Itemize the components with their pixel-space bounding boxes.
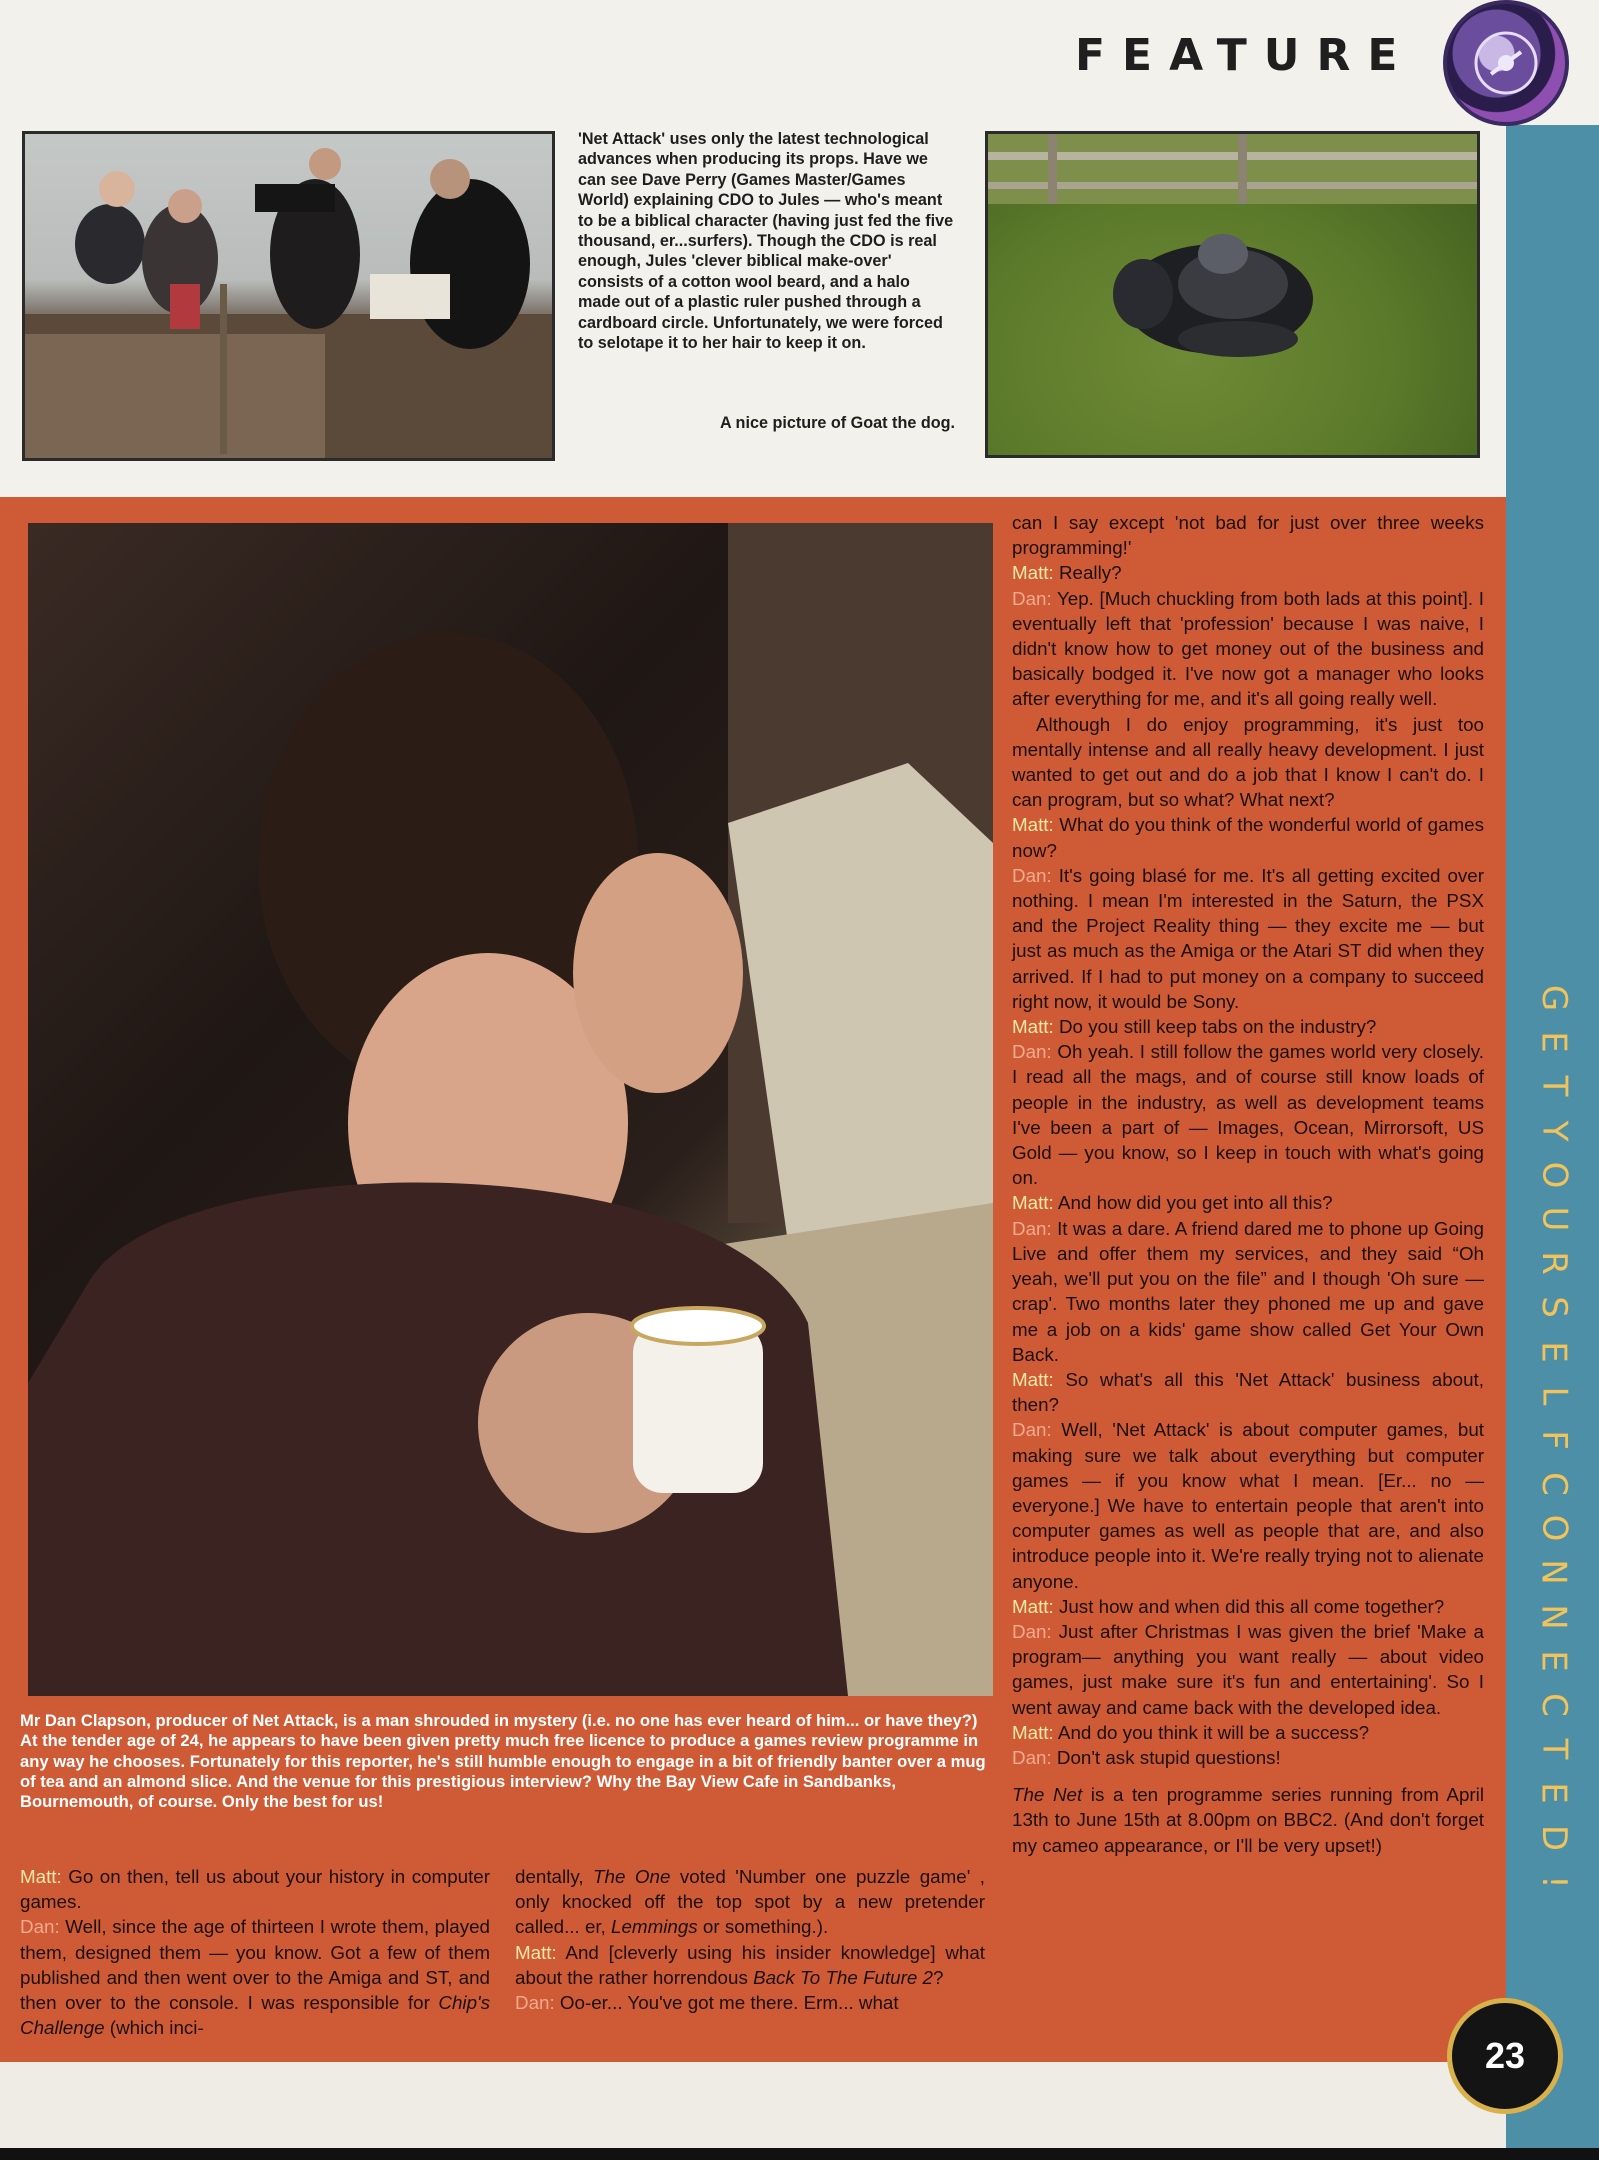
banner-letter: O [1533, 1514, 1574, 1542]
answer-text: Oo-er... You've got me there. Erm... what [554, 1992, 899, 2014]
get-yourself-connected-banner [1509, 980, 1599, 1900]
answer-text: Yep. [Much chuckling from both lads at this point]. I eventually left that 'profession' because I was naive, I didn't know how to get money out of the business and basically bodged it. I've now got a manager who looks after everything for me, and it's all going really well. [1012, 587, 1484, 710]
question-text: Really? [1053, 562, 1122, 584]
answer-text-cont: (which inci- [104, 2017, 204, 2039]
speaker-dan: Dan: [1012, 1419, 1052, 1441]
page-number: 23 [1447, 1998, 1563, 2114]
speaker-dan: Dan: [1012, 1620, 1052, 1642]
answer-text-end: or something.). [697, 1916, 829, 1938]
feature-heading: FEATURE [1075, 30, 1415, 81]
answer-text: Well, 'Net Attack' is about computer games, but making sure we talk about everything but computer games — if you know what I mean. [Er... no — everyone.] We have to entertain people that aren't into computer games as well as people that are, and also introduce people into it. We're really trying not to alienate anyone. [1012, 1419, 1484, 1592]
speaker-dan: Dan: [1012, 587, 1052, 609]
speaker-dan: Dan: [1012, 1041, 1052, 1063]
answer-text: Well, since the age of thirteen I wrote them, played them, designed them — you know. Got a few of them published and then went over to the Amiga and ST, and then over to the console. I was responsible for [20, 1916, 490, 2014]
answer-text: Although I do enjoy programming, it's just too mentally intense and all really heavy development. I just wanted to get out and do a job that I know I can't do. I can program, but so what? What next? [1012, 713, 1484, 811]
speaker-dan: Dan: [1012, 1217, 1052, 1239]
speaker-dan: Dan: [1012, 864, 1052, 886]
speaker-matt: Matt: [515, 1941, 557, 1963]
magazine-title: The One [593, 1866, 671, 1887]
crew-filming-photo [22, 131, 555, 461]
feature-logo-icon [1443, 0, 1569, 126]
banner-letter: U [1533, 1206, 1574, 1232]
speaker-matt: Matt: [1012, 1595, 1054, 1617]
banner-letter: ! [1533, 1874, 1574, 1889]
answer-text: dentally, [515, 1866, 594, 1887]
interview-column-left [20, 1864, 490, 2040]
answer-text: Oh yeah. I still follow the games world very closely. I read all the mags, and of course still know loads of people in the industry, as well as development teams I've been a part of — Images, Ocean, Mirrorsoft, US Gold — you know, so I keep in touch with what's going on. [1012, 1041, 1484, 1189]
question-text: Go on then, tell us about your history in computer games. [20, 1866, 490, 1913]
answer-text-cont: voted 'Number one puzzle game' , only knocked off the top spot by a new pretender called... er, [515, 1866, 985, 1938]
main-photo-caption: Mr Dan Clapson, producer of Net Attack, is a man shrouded in mystery (i.e. no one has ever heard of him... or have they?) At the tender age of 24, he appears to have been given pretty much free licence to produce a games review programme in any way he chooses. Fortunately for this reporter, he's still humble enough to engage in a bit of friendly banter over a mug of tea and an almond slice. And the venue for this prestigious interview? Why the Bay View Cafe in Sandbanks, Bournemouth, of course. Only the best for us! [20, 1711, 986, 1812]
question-text: Just how and when did this all come together? [1053, 1595, 1445, 1617]
banner-letter: N [1534, 1603, 1574, 1630]
game-title: Chip's Challenge [20, 1992, 490, 2039]
question-text: And [cleverly using his insider knowledge] what about the rather horrendous [515, 1941, 985, 1988]
banner-letter: N [1534, 1559, 1574, 1586]
question-text: Do you still keep tabs on the industry? [1053, 1016, 1377, 1038]
banner-letter: S [1534, 1296, 1574, 1319]
banner-letter: E [1533, 1782, 1574, 1805]
speaker-dan: Dan: [515, 1992, 555, 2014]
show-title: The Net [1012, 1784, 1083, 1806]
banner-letter: O [1533, 1161, 1574, 1189]
interview-column-middle [515, 1864, 985, 2015]
banner-letter: E [1533, 1340, 1574, 1363]
speaker-dan: Dan: [1012, 1746, 1052, 1768]
answer-text: It was a dare. A friend dared me to phone up Going Live and offer them my services, and they said “Oh yeah, we'll put you on the file” and I though 'Oh sure — crap'. Two months later they phoned me up and gave me a job on a kids' game show called Get Your Own Back. [1012, 1217, 1484, 1365]
dan-clapson-portrait-photo [28, 523, 993, 1696]
speaker-matt: Matt: [1012, 814, 1054, 836]
speaker-matt: Matt: [1012, 1016, 1054, 1038]
speaker-matt: Matt: [1012, 562, 1054, 584]
banner-letter: T [1534, 1738, 1574, 1760]
banner-letter: Y [1534, 1120, 1574, 1141]
banner-letter: E [1533, 1031, 1574, 1053]
banner-letter: C [1534, 1472, 1574, 1496]
speaker-matt: Matt: [1012, 1721, 1054, 1743]
question-text: What do you think of the wonderful world of games now? [1012, 814, 1484, 861]
speaker-matt: Matt: [20, 1866, 62, 1887]
answer-text: It's going blasé for me. It's all getting excited over nothing. I mean I'm interested in the Saturn, the PSX and the Project Reality thing — they excite me — but just as much as the Amiga or the Atari ST did when they arrived. If I had to put money on a company to succeed right now, it would be Sony. [1012, 864, 1484, 1012]
banner-letter: T [1534, 1075, 1574, 1097]
banner-letter: R [1534, 1251, 1574, 1275]
answer-text: can I say except 'not bad for just over three weeks programming!' [1012, 512, 1484, 559]
question-text: So what's all this 'Net Attack' business about, then? [1012, 1368, 1484, 1416]
game-title: Back To The Future 2 [753, 1966, 933, 1988]
game-title: Lemmings [611, 1916, 698, 1938]
page-edge-bar [0, 2148, 1599, 2160]
speaker-matt: Matt: [1012, 1368, 1054, 1390]
speaker-dan: Dan: [20, 1916, 60, 1938]
dog-photo-caption: A nice picture of Goat the dog. [719, 414, 955, 432]
banner-letter: G [1533, 984, 1574, 1012]
answer-text: Don't ask stupid questions! [1051, 1746, 1281, 1768]
banner-letter: D [1534, 1824, 1574, 1851]
closing-text: is a ten programme series running from April 13th to June 15th at 8.00pm on BBC2. (And don't forget my cameo appearance, or I'll be very upset!) [1012, 1784, 1484, 1856]
crew-photo-caption: 'Net Attack' uses only the latest technological advances when producing its props. Have we can see Dave Perry (Games Master/Games World) explaining CDO to Jules — who's meant to be a biblical character (having just fed the five thousand, er...surfers). Though the CDO is real enough, Jules 'clever biblical make-over' consists of a cotton wool beard, and a halo made out of a plastic ruler pushed through a cardboard circle. Unfortunately, we were forced to selotape it to her hair to keep it on. [578, 130, 954, 353]
banner-letter: C [1534, 1693, 1574, 1717]
interview-column-right [1012, 510, 1484, 1858]
bottom-margin [0, 2062, 1506, 2160]
banner-letter: L [1533, 1386, 1574, 1406]
banner-letter: F [1534, 1430, 1574, 1450]
question-text: And how did you get into all this? [1053, 1192, 1333, 1214]
goat-the-dog-photo [985, 131, 1480, 458]
question-end: ? [932, 1966, 944, 1988]
speaker-matt: Matt: [1012, 1192, 1054, 1214]
question-text: And do you think it will be a success? [1053, 1721, 1370, 1743]
banner-letter: E [1533, 1650, 1574, 1672]
answer-text: Just after Christmas I was given the brief 'Make a program— anything you want really — about video games, just make sure it's fun and entertaining'. So I went away and came back with the developed idea. [1012, 1620, 1484, 1718]
